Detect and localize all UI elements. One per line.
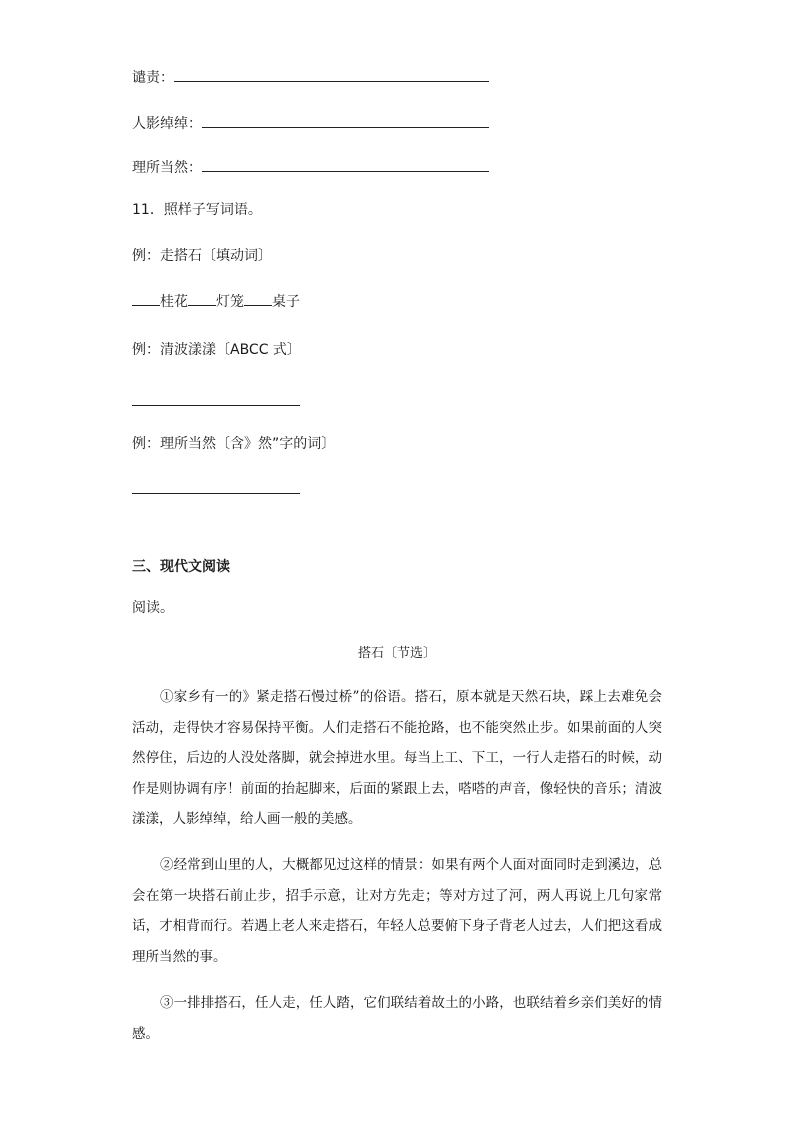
- passage-paragraph-1: ①家乡有一的》紧走搭石慢过桥”的俗语。搭石，原本就是天然石块，踩上去难免会活动，走得快才容易保持平衡。人们走搭石不能抢路，也不能突然止步。如果前面的人突然停住，后边的人没处落脚，就会掉进水里。每当上工、下工，一行人走搭石的时候，动作是则协调有序！前面的抬起脚来，后面的紧跟上去，嗒嗒的声音，像轻快的音乐；清波漾漾，人影绰绰，给人画一般的美感。: [132, 689, 662, 827]
- vocab-word: 谴责：: [132, 70, 174, 86]
- vocab-line-3: [132, 156, 489, 178]
- answer-blank[interactable]: [202, 156, 489, 172]
- example-2: 例：清波漾漾〔ABCC 式〕: [132, 342, 301, 358]
- passage-paragraph-3: ③一排排搭石，任人走，任人踏，它们联结着故土的小路，也联结着乡亲们美好的情感。: [132, 995, 662, 1042]
- fill-item: 桂花: [160, 294, 188, 310]
- vocab-word: 理所当然：: [132, 160, 202, 176]
- fill-blank[interactable]: [188, 290, 216, 306]
- vocab-line-2: [132, 112, 489, 134]
- answer-blank[interactable]: [174, 66, 489, 82]
- section-heading: 三、现代文阅读: [132, 559, 230, 575]
- fill-item: 灯笼: [216, 294, 244, 310]
- reading-instruction: 阅读。: [132, 600, 174, 616]
- answer-blank[interactable]: [202, 112, 489, 128]
- example-1: 例：走搭石〔填动词〕: [132, 248, 272, 264]
- answer-line-2[interactable]: [132, 493, 300, 494]
- fill-item: 桌子: [272, 294, 300, 310]
- passage-title: 搭石〔节选〕: [357, 646, 436, 661]
- vocab-line-1: [132, 66, 489, 88]
- passage-paragraph-2: ②经常到山里的人，大概都见过这样的情景：如果有两个人面对面同时走到溪边，总会在第一块搭石前止步，招手示意，让对方先走；等对方过了河，两人再说上几句家常话，才相背而行。若遇上老人来走搭石，年轻人总要俯下身子背老人过去，人们把这看成理所当然的事。: [132, 857, 662, 965]
- fill-blank[interactable]: [244, 290, 272, 306]
- question-11-title: 11．照样子写词语。: [132, 202, 262, 218]
- vocab-word: 人影绰绰：: [132, 116, 202, 132]
- example-3: 例：理所当然〔含》然”字的词〕: [132, 436, 336, 452]
- fill-blank[interactable]: [132, 290, 160, 306]
- fill-row: [132, 290, 300, 312]
- answer-line-1[interactable]: [132, 405, 300, 406]
